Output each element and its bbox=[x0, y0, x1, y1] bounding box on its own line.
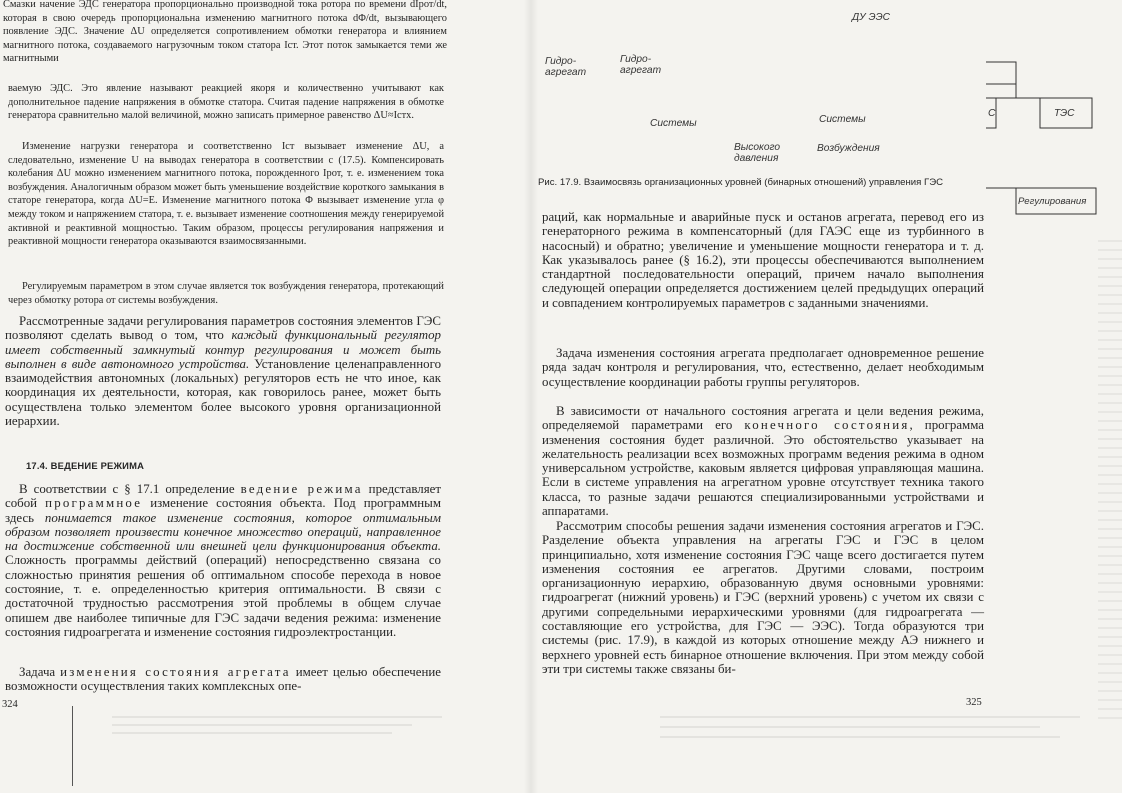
label-vozbuzhdeniya: Возбуждения bbox=[817, 143, 880, 154]
section-heading: 17.4. ВЕДЕНИЕ РЕЖИМА bbox=[26, 460, 145, 471]
para7-text-a: Задача bbox=[19, 665, 61, 679]
bleed-through-line bbox=[660, 736, 1060, 738]
para6-text-b: представляет собой bbox=[5, 482, 441, 511]
para6-text-d: Сложность программы действий (операций) непосредственно связана со сложностью принятия решения об оптимальном способе перехода в новое состояние, т. е. определенностью критерия оптимальности. В связи с достаточной трудностью рассмотрения этой проблемы в общем случае опишем две наиболее типичные для ГЭС задачи ведения режима: изменение состояния гидроагрегата и изменение состояния гидроэлектростанции. bbox=[5, 553, 441, 639]
para6-text-a: В соответствии с § 17.1 определение bbox=[19, 482, 241, 496]
para5-emphasis: каждый функциональный регулятор имеет собственный замкнутый контур регулирования и может быть выполнен в виде автономного устройства. bbox=[5, 328, 441, 371]
right-paragraph-3 bbox=[542, 404, 984, 518]
left-paragraph-2: ваемую ЭДС. Это явление называют реакцией якоря и количественно учитывают как дополнительное падение напряжения в обмотке статора. Считая падение напряжения в обмотке генератора сравнительно малой величиной, можно записать примерное равенство ΔU≈Iстx. bbox=[8, 83, 444, 122]
para3-spaced-term: конечного состояния bbox=[744, 418, 910, 433]
right-paragraph-1: раций, как нормальные и аварийные пуск и останов агрегата, перевод его из генераторного режима в компенсаторный (для ГАЭС еще из турбинного в насосный) и обратно; увеличение и уменьшение мощности генератора и т. д. Как указывалось ранее (§ 16.2), эти процессы обеспечиваются выполнением стандартной последовательности операций, причем начало выполнения следующей операции определяется достижением целей предыдущих операций и совпадением контролируемых параметров с заданными значениями. bbox=[542, 210, 984, 310]
label-sistemy-1: Системы bbox=[650, 118, 697, 129]
adjacent-page-shadow bbox=[1098, 240, 1122, 720]
right-page bbox=[530, 0, 1122, 793]
left-paragraph-4: Регулируемым параметром в этом случае является ток возбуждения генератора, протекающий через обмотку ротора от системы возбуждения. bbox=[8, 281, 444, 306]
right-paragraph-4: Рассмотрим способы решения задачи изменения состояния агрегатов и ГЭС. Разделение объекта управления на агрегаты ГЭС и ГЭС в целом принципиально, хотя изменение состояния ГЭС чаще всего достигается путем изменения состояния ее агрегатов. Другими словами, построим организационную иерархию, образованную двумя основными уровнями: гидроагрегат (нижний уровень) и ГЭС (верхний уровень) с учетом их связи с другими сопредельными иерархическими уровнями (для гидроагрегата — составляющие его устройства, для ГЭС — ЭЭС). Тогда образуются три системы (рис. 17.9), в каждой из которых отношение между АЭ нижнего и верхнего уровней есть бинарное отношение включения. При этом между собой эти три системы также связаны би- bbox=[542, 519, 984, 676]
label-du-ees: ДУ ЭЭС bbox=[852, 12, 891, 23]
para6-spaced-term-2: программное bbox=[45, 496, 143, 511]
label-box-regulirovaniya: Регулирования bbox=[1018, 196, 1087, 207]
figure-caption: Рис. 17.9. Взаимосвязь организационных уровней (бинарных отношений) управления ГЭС bbox=[538, 177, 944, 188]
para3-text-b: , программа изменения состояния будет различной. Это обстоятельство указывает на желательность реализации всех возможных программ ведения режима в одном универсальном устройстве, каковым является цифровая управляющая машина. Если в системе управления на агрегатном уровне отсутствует техника такого класса, то разные задачи решаются специализированными устройствами и аппаратами. bbox=[542, 418, 984, 519]
left-page bbox=[0, 0, 530, 793]
label-box-s: С bbox=[988, 108, 996, 119]
label-vysokogo-davleniya: Высокого давления bbox=[734, 142, 781, 164]
left-paragraph-6 bbox=[5, 482, 441, 639]
bleed-through-line bbox=[112, 724, 412, 726]
right-paragraph-2: Задача изменения состояния агрегата предполагает одновременное решение ряда задач контроля и регулирования, что, естественно, делает необходимым осуществление координации работы группы регуляторов. bbox=[542, 346, 984, 389]
label-gidroagregat-1: Гидро- агрегат bbox=[545, 56, 587, 78]
para5-text-a: Рассмотренные задачи регулирования параметров состояния элементов ГЭС позволяют сделать вывод о том, что bbox=[5, 314, 441, 343]
binding-line bbox=[72, 706, 73, 786]
left-top-paragraph: Смазки начение ЭДС генератора пропорционально производной тока ротора по времени dIрот/dt, которая в свою очередь пропорциональна изменению магнитного потока dΦ/dt, вызывающего появление ЭДС. Значение ΔU определяется сопротивлением обмотки генератора и влиянием магнитного потока, создаваемого нагрузочным током статора Iст. Этот поток замыкается теми же магнитными bbox=[3, 0, 447, 65]
para6-emphasis: понимается такое изменение состояния, которое оптимальным образом позволяет произвести конечное множество операций, направленное на достижение собственной или внешней цели функционирования объекта. bbox=[5, 510, 441, 554]
page-number-left: 324 bbox=[2, 699, 18, 710]
bleed-through-line bbox=[112, 716, 442, 718]
para6-text-c: изменение состояния объекта. Под программным здесь bbox=[5, 496, 441, 525]
bleed-through-line bbox=[660, 716, 1080, 718]
para3-text-a: В зависимости от начального состояния агрегата и цели ведения режима, определяемой параметрами его bbox=[542, 404, 984, 433]
left-paragraph-7 bbox=[5, 665, 441, 694]
bleed-through-line bbox=[112, 732, 392, 734]
label-gidroagregat-2: Гидро- агрегат bbox=[620, 54, 662, 76]
label-sistemy-2: Системы bbox=[819, 114, 866, 125]
para5-text-b: Установление целенаправленного взаимодействия автономных (локальных) регуляторов есть не что иное, как координация их деятельности, которая, как говорилось ранее, может быть осуществлена только элементом более высокого уровня организационной иерархии. bbox=[5, 356, 442, 429]
para7-text-b: имеет целью обеспечение возможности осуществления таких комплексных опе- bbox=[5, 665, 442, 694]
page-number-right: 325 bbox=[966, 697, 982, 708]
left-paragraph-5 bbox=[5, 314, 441, 428]
bleed-through-line bbox=[660, 726, 1040, 728]
label-box-tes: ТЭС bbox=[1054, 108, 1075, 119]
para6-spaced-term-1: ведение режима bbox=[240, 482, 363, 496]
left-paragraph-3: Изменение нагрузки генератора и соответственно Iст вызывает изменение ΔU, а следовательно, изменение U на выводах генератора в соответствии с (17.5). Компенсировать колебания ΔU можно изменением магнитного потока, порожденного Iрот, т. е. изменением тока возбуждения. Аналогичным образом может быть уменьшение воздействие короткого замыкания в статоре генератора, когда ΔU=E. Изменение магнитного потока Φ вызывает изменение угла φ между током и напряжением статора, т. е. вызывает изменение соотношения между генерируемой активной и реактивной мощностью. Таким образом, процессы регулирования напряжения и реактивной мощности генератора оказываются взаимосвязанными. bbox=[8, 141, 444, 248]
para7-spaced-term: изменения состояния агрегата bbox=[60, 665, 291, 679]
